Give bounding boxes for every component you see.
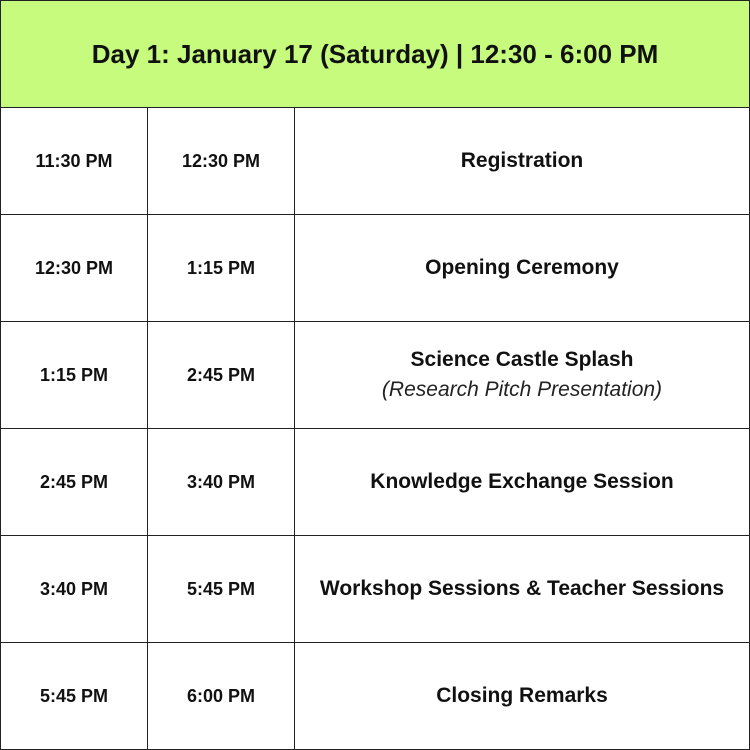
schedule-row — [1, 536, 749, 643]
event-title: Opening Ceremony — [425, 256, 619, 279]
end-time-cell — [148, 429, 295, 535]
start-time: 5:45 PM — [39, 685, 109, 706]
event-title: Registration — [460, 149, 584, 172]
event-cell — [295, 108, 749, 214]
start-time-cell — [1, 322, 148, 428]
end-time: 5:45 PM — [186, 578, 256, 599]
end-time-cell — [148, 215, 295, 321]
start-time: 3:40 PM — [39, 578, 109, 599]
schedule-row — [1, 322, 749, 429]
schedule-row — [1, 429, 749, 536]
event-cell — [295, 536, 749, 642]
schedule-row — [1, 215, 749, 322]
end-time: 2:45 PM — [186, 364, 256, 385]
end-time: 6:00 PM — [186, 685, 256, 706]
event-title: Workshop Sessions & Teacher Sessions — [319, 577, 725, 600]
event-cell — [295, 643, 749, 749]
start-time-cell — [1, 108, 148, 214]
event-title: Knowledge Exchange Session — [370, 470, 674, 493]
end-time-cell — [148, 322, 295, 428]
start-time-cell — [1, 215, 148, 321]
start-time: 2:45 PM — [39, 471, 109, 492]
end-time-cell — [148, 108, 295, 214]
end-time-cell — [148, 536, 295, 642]
event-subtitle: (Research Pitch Presentation) — [381, 378, 663, 401]
start-time-cell — [1, 536, 148, 642]
start-time-cell — [1, 429, 148, 535]
schedule-row — [1, 643, 749, 749]
schedule-header — [1, 1, 749, 108]
start-time-cell — [1, 643, 148, 749]
event-cell — [295, 215, 749, 321]
event-title: Closing Remarks — [436, 684, 608, 707]
schedule-title: Day 1: January 17 (Saturday) | 12:30 - 6:00 PM — [91, 38, 659, 69]
end-time-cell — [148, 643, 295, 749]
end-time: 1:15 PM — [186, 257, 256, 278]
start-time: 1:15 PM — [39, 364, 109, 385]
event-cell — [295, 322, 749, 428]
start-time: 12:30 PM — [34, 257, 114, 278]
event-title: Science Castle Splash — [410, 348, 634, 371]
schedule-row — [1, 108, 749, 215]
end-time: 12:30 PM — [181, 150, 261, 171]
end-time: 3:40 PM — [186, 471, 256, 492]
start-time: 11:30 PM — [35, 150, 113, 171]
event-cell — [295, 429, 749, 535]
